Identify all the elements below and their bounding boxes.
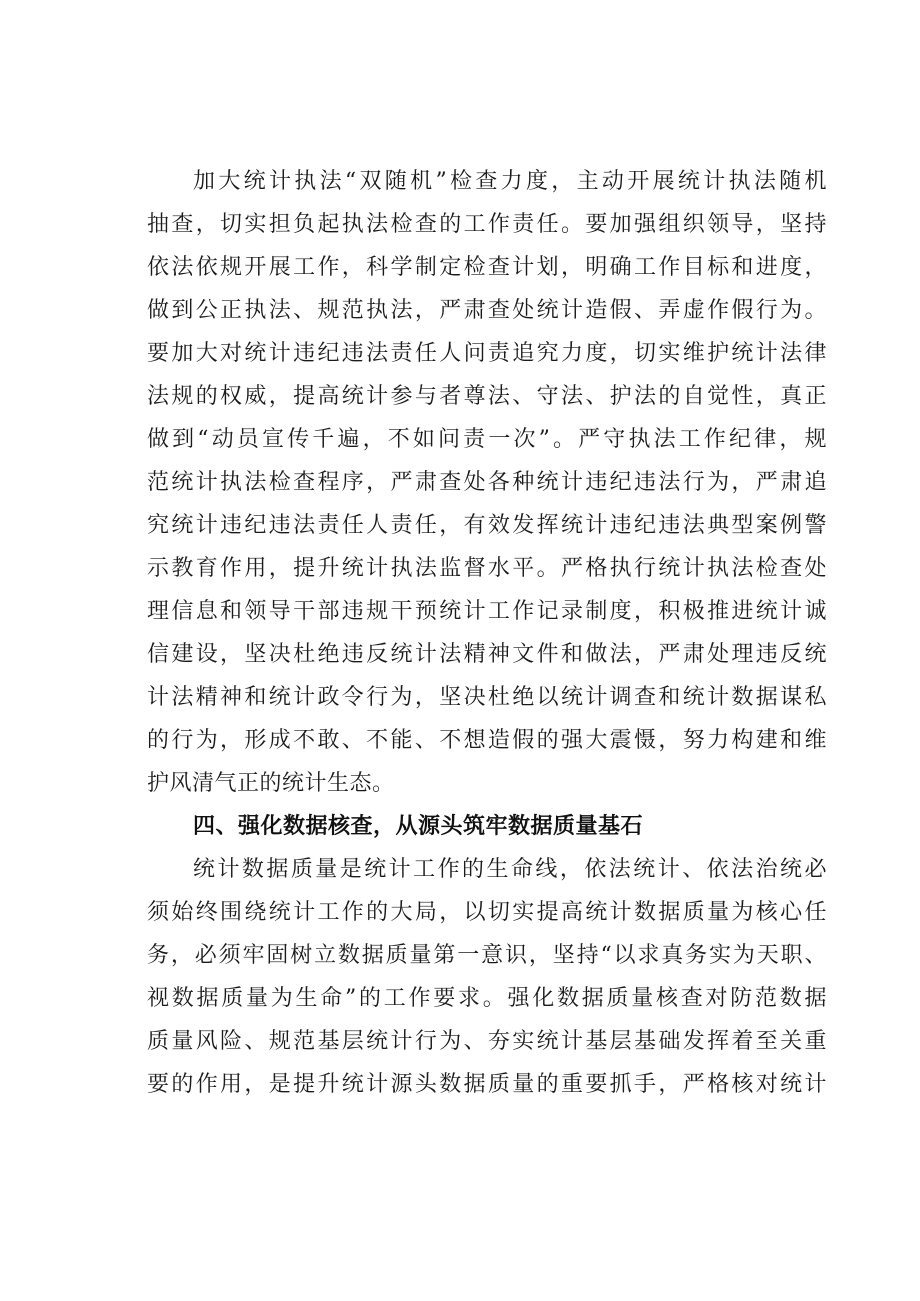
paragraph-law-enforcement bbox=[147, 160, 827, 805]
text-line: 法规的权威，提高统计参与者尊法、守法、护法的自觉性，真正 bbox=[147, 384, 827, 409]
text-line: 的行为，形成不敢、不能、不想造假的强大震慑，努力构建和维 bbox=[147, 728, 827, 753]
document-body bbox=[147, 160, 827, 1106]
text-line: 要的作用，是提升统计源头数据质量的重要抓手，严格核对统计 bbox=[147, 1072, 827, 1097]
text-line: 统计数据质量是统计工作的生命线，依法统计、依法治统必 bbox=[193, 857, 827, 882]
text-line: 视数据质量为生命”的工作要求。强化数据质量核查对防范数据 bbox=[147, 986, 827, 1011]
text-line: 究统计违纪违法责任人责任，有效发挥统计违纪违法典型案例警 bbox=[147, 513, 827, 538]
text-line: 护风清气正的统计生态。 bbox=[147, 771, 395, 796]
text-line: 做到“动员宣传千遍，不如问责一次”。严守执法工作纪律，规 bbox=[147, 427, 827, 452]
section-heading: 四、强化数据核查，从源头筑牢数据质量基石 bbox=[193, 814, 644, 839]
text-line: 依法依规开展工作，科学制定检查计划，明确工作目标和进度， bbox=[147, 255, 827, 280]
text-line: 信建设，坚决杜绝违反统计法精神文件和做法，严肃处理违反统 bbox=[147, 642, 827, 667]
text-line: 做到公正执法、规范执法，严肃查处统计造假、弄虚作假行为。 bbox=[147, 298, 827, 323]
text-line: 示教育作用，提升统计执法监督水平。严格执行统计执法检查处 bbox=[147, 556, 827, 581]
text-line: 加大统计执法“双随机”检查力度，主动开展统计执法随机 bbox=[193, 169, 827, 194]
text-line: 抽查，切实担负起执法检查的工作责任。要加强组织领导，坚持 bbox=[147, 212, 827, 237]
text-line: 计法精神和统计政令行为，坚决杜绝以统计调查和统计数据谋私 bbox=[147, 685, 827, 710]
paragraph-data-quality bbox=[147, 848, 827, 1106]
text-line: 务，必须牢固树立数据质量第一意识，坚持“以求真务实为天职、 bbox=[147, 943, 827, 968]
text-line: 范统计执法检查程序，严肃查处各种统计违纪违法行为，严肃追 bbox=[147, 470, 827, 495]
text-line: 质量风险、规范基层统计行为、夯实统计基层基础发挥着至关重 bbox=[147, 1029, 827, 1054]
text-line: 须始终围绕统计工作的大局，以切实提高统计数据质量为核心任 bbox=[147, 900, 827, 925]
text-line: 要加大对统计违纪违法责任人问责追究力度，切实维护统计法律 bbox=[147, 341, 827, 366]
text-line: 理信息和领导干部违规干预统计工作记录制度，积极推进统计诚 bbox=[147, 599, 827, 624]
